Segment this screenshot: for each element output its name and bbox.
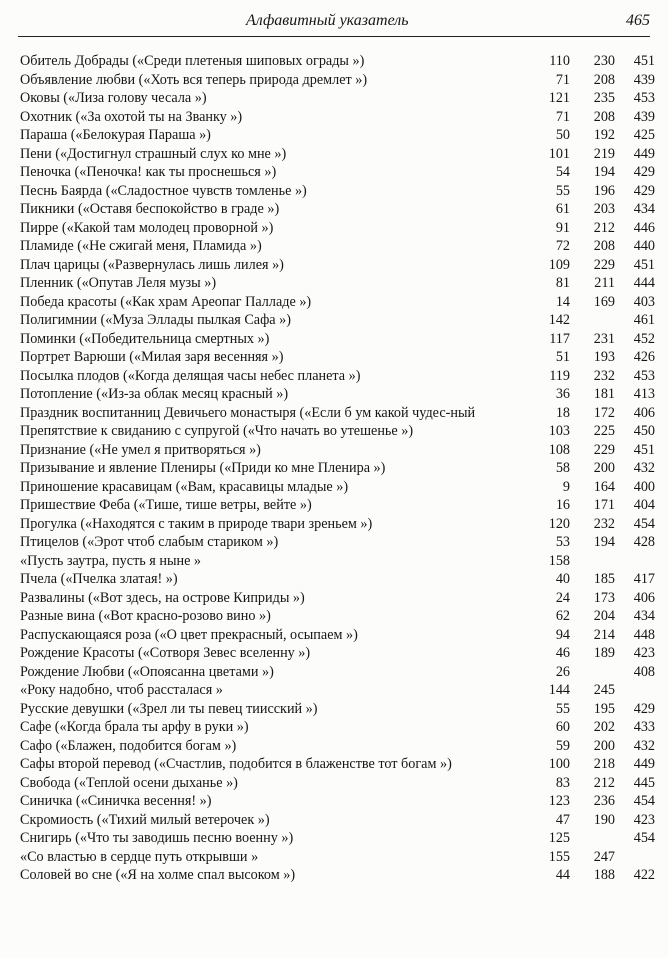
page-ref-3: 453: [633, 367, 655, 384]
page-ref-1: 18: [555, 404, 570, 421]
page-ref-1: 55: [555, 700, 570, 717]
index-entry: [20, 589, 656, 608]
index-entry: [20, 496, 656, 515]
page-ref-1: 55: [555, 182, 570, 199]
index-entry: [20, 644, 656, 663]
index-entry: [20, 237, 656, 256]
page-ref-1: 16: [555, 497, 570, 513]
page-ref-2: 211: [594, 275, 615, 291]
page-ref-1: 103: [548, 423, 570, 439]
index-entry: [20, 126, 656, 145]
page-ref-2: 181: [593, 386, 615, 402]
page-ref-3: 400: [633, 478, 655, 495]
entry-title: Свобода («Теплой осени дыханье »): [20, 774, 238, 791]
page-ref-2: 172: [593, 404, 615, 421]
page-ref-3: 406: [633, 404, 655, 421]
index-entry: [20, 848, 656, 867]
page-ref-1: 117: [549, 330, 570, 347]
page-ref-1: 83: [555, 774, 570, 791]
entry-title: Разные вина («Вот красно-розово вино »): [20, 608, 271, 624]
entry-title: Соловей во сне («Я на холме спал высоком »): [20, 867, 296, 883]
page-ref-2: 164: [593, 478, 615, 495]
page-ref-3: 423: [633, 645, 655, 661]
entry-title: Прогулка («Находятся с таким в природе твари зреньем »): [20, 515, 373, 532]
index-entry: [20, 330, 656, 349]
index-entry: [20, 607, 656, 626]
page-ref-1: 109: [548, 256, 570, 273]
entry-title: Обитель Добрады («Среди плетеныя шиповых ограды »): [20, 53, 365, 69]
index-entry: [20, 866, 656, 885]
index-entry: [20, 811, 656, 830]
page-ref-2: 173: [593, 589, 615, 606]
page-ref-3: 432: [633, 460, 655, 476]
index-entries: [20, 52, 656, 885]
page-ref-3: 454: [633, 830, 655, 846]
index-entry: [20, 145, 656, 164]
page-ref-1: 51: [555, 349, 570, 365]
page-ref-1: 119: [549, 367, 570, 384]
page-ref-2: 202: [593, 719, 615, 735]
page-ref-1: 101: [548, 145, 570, 162]
page-ref-1: 61: [555, 201, 570, 217]
page-ref-3: 425: [633, 127, 655, 143]
entry-title: Развалины («Вот здесь, на острове Киприды »): [20, 589, 305, 606]
page-ref-1: 94: [555, 626, 570, 643]
entry-title: Синичка («Синичка весення! »): [20, 793, 212, 809]
entry-title: Скромиость («Тихий милый ветерочек »): [20, 811, 270, 828]
page-ref-1: 14: [555, 293, 570, 310]
entry-title: Полигимнии («Муза Эллады пылкая Сафа »): [20, 312, 291, 328]
page-ref-1: 142: [548, 312, 570, 328]
page-ref-2: 203: [593, 201, 615, 217]
page-ref-2: 236: [593, 793, 615, 809]
index-entry: [20, 478, 656, 497]
page-ref-3: 413: [633, 386, 655, 402]
index-entry: [20, 219, 656, 238]
page-ref-3: 422: [633, 867, 655, 883]
index-entry: [20, 52, 656, 71]
page-ref-1: 54: [555, 164, 570, 180]
index-entry: [20, 422, 656, 441]
page-ref-3: 440: [633, 238, 655, 254]
page-ref-2: 189: [593, 645, 615, 661]
entry-title: Рождение Любви («Опоясанна цветами »): [20, 663, 274, 680]
entry-title: Победа красоты («Как храм Ареопаг Палладе »): [20, 293, 312, 310]
page-ref-1: 71: [555, 108, 570, 125]
page-ref-1: 24: [555, 589, 570, 606]
page-ref-2: 171: [593, 497, 615, 513]
index-entry: [20, 681, 656, 700]
page-ref-3: 429: [633, 700, 655, 717]
index-entry: [20, 533, 656, 552]
index-entry: [20, 626, 656, 645]
index-entry: [20, 552, 656, 571]
entry-title: Рождение Красоты («Сотворя Зевес вселенну »): [20, 645, 311, 661]
entry-title: Снигирь («Что ты заводишь песню военну »): [20, 830, 294, 846]
page-ref-2: 188: [593, 867, 615, 883]
entry-title: Пирре («Какой там молодец проворной »): [20, 219, 274, 236]
index-entry: [20, 441, 656, 460]
page-ref-2: 193: [593, 349, 615, 365]
page-ref-2: 169: [593, 293, 615, 310]
entry-title: Праздник воспитанниц Девичьего монастыря («Если б ум какой чудес-ный: [20, 404, 476, 421]
index-entry: [20, 163, 656, 182]
page-ref-3: 404: [633, 497, 655, 513]
page-ref-2: 219: [593, 145, 615, 162]
page-ref-1: 40: [555, 571, 570, 587]
entry-title: Оковы («Лиза голову чесала »): [20, 90, 207, 106]
page-ref-3: 451: [633, 441, 655, 458]
page-ref-3: 445: [633, 774, 655, 791]
page-ref-2: 190: [593, 811, 615, 828]
page-ref-2: 196: [593, 182, 615, 199]
page-ref-3: 429: [633, 164, 655, 180]
entry-title: Охотник («За охотой ты на Званку »): [20, 108, 243, 125]
page-ref-3: 434: [633, 201, 655, 217]
index-entry: [20, 663, 656, 682]
page-ref-1: 91: [555, 219, 570, 236]
page-ref-3: 449: [633, 756, 655, 772]
page-ref-2: 218: [593, 756, 615, 772]
entry-title: Препятствие к свиданию с супругой («Что начать во утешенье »): [20, 423, 414, 439]
page-ref-3: 439: [633, 71, 655, 88]
index-entry: [20, 200, 656, 219]
page-ref-1: 50: [555, 127, 570, 143]
page-ref-1: 120: [548, 515, 570, 532]
index-entry: [20, 570, 656, 589]
page-ref-2: 229: [593, 256, 615, 273]
page-ref-2: 214: [593, 626, 615, 643]
index-entry: [20, 774, 656, 793]
page-ref-3: 403: [633, 293, 655, 310]
running-header: [18, 10, 650, 37]
page-ref-3: 432: [633, 737, 655, 754]
index-entry: [20, 515, 656, 534]
page-ref-3: 461: [633, 312, 655, 328]
page-ref-1: 144: [548, 682, 570, 698]
index-entry: [20, 256, 656, 275]
entry-title: Призывание и явление Плениры («Приди ко мне Пленира »): [20, 460, 386, 476]
entry-title: «Року надобно, чтоб рассталася »: [20, 682, 223, 698]
page-ref-1: 108: [548, 441, 570, 458]
page-ref-3: 448: [633, 626, 655, 643]
index-entry: [20, 367, 656, 386]
entry-title: Пчела («Пчелка златая! »): [20, 571, 178, 587]
page-ref-1: 59: [555, 737, 570, 754]
entry-title: Пламиде («Не сжигай меня, Пламида »): [20, 238, 262, 254]
page-ref-2: 200: [593, 737, 615, 754]
page-ref-2: 194: [593, 534, 615, 550]
page-ref-1: 53: [555, 534, 570, 550]
index-entry: [20, 792, 656, 811]
entry-title: «Пусть заутра, пусть я ныне »: [20, 552, 202, 569]
page-ref-1: 60: [555, 719, 570, 735]
page-ref-3: 454: [633, 515, 655, 532]
page-ref-2: 225: [593, 423, 615, 439]
index-entry: [20, 274, 656, 293]
page-ref-2: 208: [593, 108, 615, 125]
page-ref-3: 417: [633, 571, 655, 587]
index-entry: [20, 829, 656, 848]
page-ref-2: 235: [593, 90, 615, 106]
entry-title: Признание («Не умел я притворяться »): [20, 441, 261, 458]
entry-title: Посылка плодов («Когда делящая часы небес планета »): [20, 367, 361, 384]
entry-title: Птицелов («Эрот чтоб слабым стариком »): [20, 534, 279, 550]
index-entry: [20, 385, 656, 404]
entry-title: Приношение красавицам («Вам, красавицы младые »): [20, 478, 349, 495]
page-ref-3: 433: [633, 719, 655, 735]
page-ref-2: 195: [593, 700, 615, 717]
index-entry: [20, 89, 656, 108]
page-ref-3: 423: [633, 811, 655, 828]
page-ref-3: 439: [633, 108, 655, 125]
page-ref-3: 428: [633, 534, 655, 550]
page-ref-2: 229: [593, 441, 615, 458]
page-ref-1: 44: [555, 867, 570, 883]
entry-title: Плач царицы («Развернулась лишь лилея »): [20, 256, 284, 273]
index-entry: [20, 108, 656, 127]
page-ref-3: 450: [633, 423, 655, 439]
page-ref-2: 200: [593, 460, 615, 476]
index-entry: [20, 700, 656, 719]
page-ref-2: 192: [593, 127, 615, 143]
page-ref-1: 72: [555, 238, 570, 254]
page-ref-1: 36: [555, 386, 570, 402]
page-ref-1: 125: [548, 830, 570, 846]
index-entry: [20, 718, 656, 737]
page-ref-1: 58: [555, 460, 570, 476]
page-ref-3: 451: [633, 53, 655, 69]
header-title: Алфавитный указатель: [246, 12, 409, 29]
entry-title: Объявление любви («Хоть вся теперь природа дремлет »): [20, 71, 368, 88]
entry-title: Сафы второй перевод («Счастлив, подобится в блаженстве тот богам »): [20, 756, 452, 772]
page-ref-3: 449: [633, 145, 655, 162]
page-ref-3: 444: [633, 275, 655, 291]
page-ref-2: 230: [593, 53, 615, 69]
entry-title: Параша («Белокурая Параша »): [20, 127, 211, 143]
page-ref-3: 426: [633, 349, 655, 365]
page-ref-1: 110: [549, 53, 570, 69]
page-ref-2: 208: [593, 238, 615, 254]
entry-title: Распускающаяся роза («О цвет прекрасный, осыпаем »): [20, 626, 358, 643]
entry-title: Портрет Варюши («Милая заря весенняя »): [20, 349, 284, 365]
page-ref-1: 155: [548, 848, 570, 865]
page-ref-1: 71: [555, 71, 570, 88]
entry-title: Потопление («Из-за облак месяц красный »): [20, 386, 289, 402]
page-ref-3: 451: [633, 256, 655, 273]
entry-title: Пени («Достигнул страшный слух ко мне »): [20, 145, 287, 162]
page-ref-1: 121: [548, 90, 570, 106]
index-entry: [20, 311, 656, 330]
page-ref-2: 231: [593, 330, 615, 347]
page-ref-2: 194: [593, 164, 615, 180]
page-number: 465: [626, 12, 650, 29]
index-entry: [20, 459, 656, 478]
entry-title: Песнь Баярда («Сладостное чувств томленье »): [20, 182, 307, 199]
page-ref-3: 434: [633, 608, 655, 624]
page-ref-1: 100: [548, 756, 570, 772]
index-entry: [20, 348, 656, 367]
index-entry: [20, 755, 656, 774]
index-entry: [20, 737, 656, 756]
page-ref-3: 429: [633, 182, 655, 199]
entry-title: Пикники («Оставя беспокойство в граде »): [20, 201, 280, 217]
page-ref-1: 9: [562, 478, 570, 495]
page-ref-3: 406: [633, 589, 655, 606]
page-ref-2: 247: [593, 848, 615, 865]
entry-title: Поминки («Победительница смертных »): [20, 330, 270, 347]
page-ref-1: 62: [555, 608, 570, 624]
page-ref-2: 232: [593, 515, 615, 532]
entry-title: «Со властью в сердце путь открывши »: [20, 848, 259, 865]
page-ref-1: 81: [555, 275, 570, 291]
page-ref-1: 26: [555, 663, 570, 680]
entry-title: Русские девушки («Зрел ли ты певец тиисский »): [20, 700, 318, 717]
page-ref-2: 232: [593, 367, 615, 384]
page-ref-3: 453: [633, 90, 655, 106]
entry-title: Сафе («Когда брала ты арфу в руки »): [20, 719, 249, 735]
page-ref-3: 454: [633, 793, 655, 809]
page-ref-2: 204: [593, 608, 615, 624]
page-ref-1: 123: [548, 793, 570, 809]
entry-title: Пришествие Феба («Тише, тише ветры, вейте »): [20, 497, 312, 513]
page-ref-1: 47: [555, 811, 570, 828]
entry-title: Пленник («Опутав Леля музы »): [20, 275, 217, 291]
index-entry: [20, 182, 656, 201]
page-ref-3: 446: [633, 219, 655, 236]
page-ref-3: 408: [633, 663, 655, 680]
page-ref-3: 452: [633, 330, 655, 347]
page-ref-2: 245: [593, 682, 615, 698]
index-entry: [20, 293, 656, 312]
entry-title: Пеночка («Пеночка! как ты проснешься »): [20, 164, 277, 180]
index-entry: [20, 71, 656, 90]
index-entry: [20, 404, 656, 423]
page-ref-2: 212: [593, 219, 615, 236]
page-ref-1: 158: [548, 552, 570, 569]
entry-title: Сафо («Блажен, подобится богам »): [20, 737, 237, 754]
page-ref-2: 185: [593, 571, 615, 587]
page-ref-1: 46: [555, 645, 570, 661]
page-ref-2: 208: [593, 71, 615, 88]
page-ref-2: 212: [593, 774, 615, 791]
